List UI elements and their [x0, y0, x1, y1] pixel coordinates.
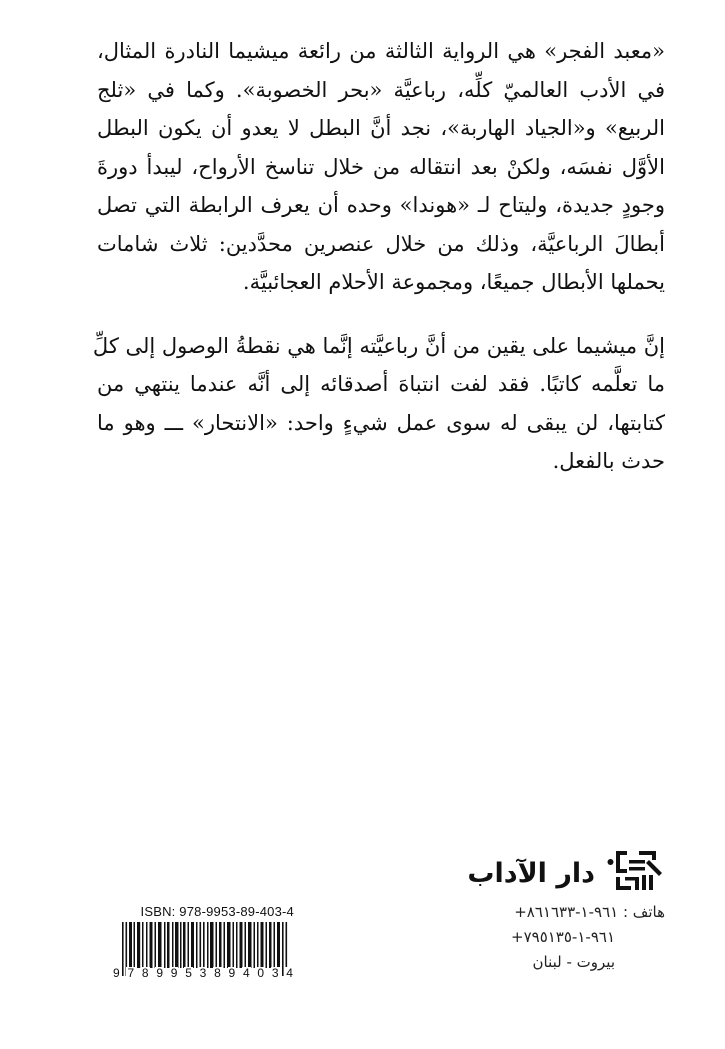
address-row [405, 950, 665, 975]
barcode-digits [112, 967, 294, 980]
publisher-name: دار الآداب [467, 858, 595, 889]
phone-row-2 [405, 925, 665, 950]
dar-al-adab-logo-icon [607, 847, 665, 893]
barcode-digit: 3 [199, 966, 207, 980]
isbn-block [112, 904, 294, 980]
blurb-paragraph-2 [92, 327, 665, 481]
blurb-line: «معبد الفجر» هي الرواية الثالثة من رائعة ميشيما النادرة المثال، [97, 39, 665, 63]
blurb-line: وجودٍ جديدة، وليتاح لـ «هوندا» وحده أن يعرف الرابطة التي تصل [97, 193, 665, 217]
barcode [112, 922, 294, 980]
blurb-line: إنَّ ميشيما على يقين من أنَّ رباعيَّته إنَّما هي نقطةُ الوصول إلى كلِّ [92, 333, 665, 358]
blurb-line: ما تعلَّمه كاتبًا. فقد لفت انتباهَ أصدقائه إلى أنَّه عندما ينتهي من [97, 372, 665, 396]
blurb-paragraph-1 [97, 32, 665, 302]
barcode-digit: 9 [156, 966, 163, 980]
barcode-digit: 8 [214, 966, 221, 980]
barcode-digit: 5 [185, 966, 192, 980]
phone-number-2: +٩٦١-١-٧٩٥١٣٥ [511, 928, 615, 946]
barcode-digit: 9 [170, 966, 178, 980]
blurb-line: يحملها الأبطال جميعًا، ومجموعة الأحلام العجائبيَّة. [242, 270, 665, 294]
barcode-digit: 0 [257, 966, 265, 980]
blurb-line: في الأدب العالميّ كلِّه، رباعيَّة «بحر الخصوبة». وكما في «ثلج [97, 77, 665, 102]
blurb-line: الأوَّل نفسَه، ولكنْ بعد انتقاله من خلال تناسخ الأرواح، ليبدأ دورةَ [97, 154, 665, 179]
barcode-digit: 9 [228, 966, 236, 980]
isbn-label: ISBN: 978-9953-89-403-4 [140, 904, 294, 919]
barcode-digit: 3 [271, 966, 279, 980]
barcode-digit: 8 [141, 966, 149, 980]
back-cover-blurb [92, 32, 665, 481]
barcode-digit: 4 [286, 966, 293, 980]
publisher-contact [405, 900, 665, 975]
phone-label: هاتف : [622, 903, 665, 921]
barcode-digit: 7 [127, 966, 135, 980]
publisher-block [405, 846, 665, 975]
phone-number-1: +٩٦١-١-٨٦١٦٣٣ [514, 903, 619, 921]
publisher-header [405, 846, 665, 894]
blurb-line: الربيع» و«الجياد الهاربة»، نجد أنَّ البطل لا يعدو أن يكون البطل [97, 116, 665, 140]
blurb-line: كتابتها، لن يبقى له سوى عمل شيءٍ واحد: «الانتحار» ـــ وهو ما [97, 410, 665, 435]
phone-row-1 [405, 900, 665, 925]
blurb-line: حدث بالفعل. [552, 449, 665, 473]
barcode-digit: 9 [113, 966, 120, 980]
barcode-digit: 4 [242, 966, 250, 980]
blurb-line: أبطالَ الرباعيَّة، وذلك من خلال عنصرين محدَّدين: ثلاث شامات [97, 231, 665, 256]
publisher-address: بيروت - لبنان [532, 953, 615, 971]
